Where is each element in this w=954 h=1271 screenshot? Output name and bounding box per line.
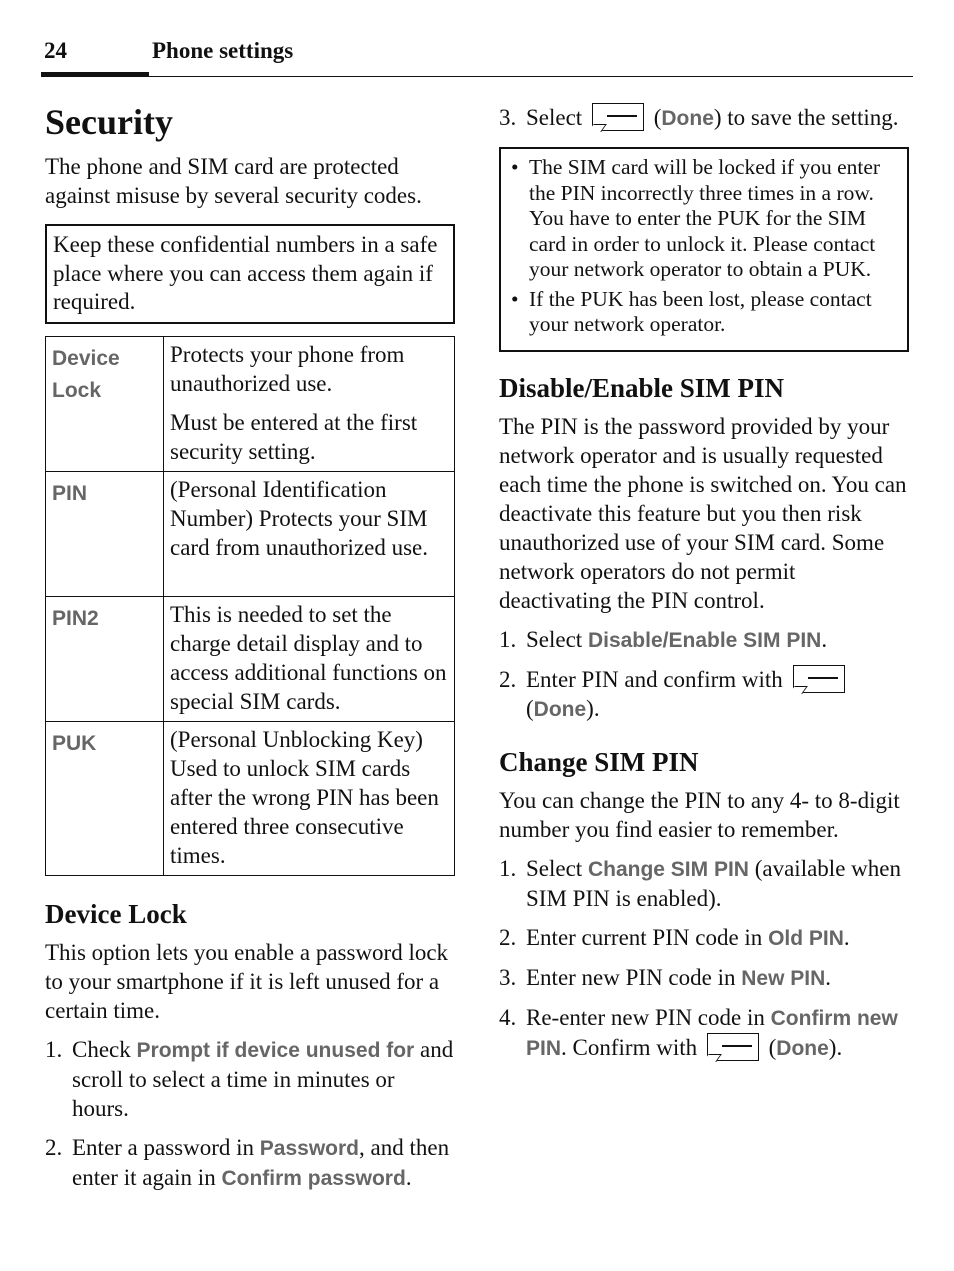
change-sim-pin-text: You can change the PIN to any 4- to 8-digit number you find easier to remember. [499,787,900,842]
intro-text: The phone and SIM card are protected against misuse by several security codes. [45,154,422,208]
code-definition: (Personal Unblocking Key) Used to unlock SIM cards after the wrong PIN has been entered three consecutive times. [170,726,439,868]
page-header [0,0,954,80]
ui-label: Password [259,1136,360,1160]
table-row [46,336,455,471]
code-definition: Must be entered at the first security setting. [170,409,418,464]
ui-label: Prompt if device unused for [136,1038,415,1062]
ui-label: Confirm password [221,1166,406,1190]
code-definition: (Personal Identification Number) Protects your SIM card from unauthorized use. [170,476,429,560]
softkey-icon [793,665,845,693]
header-rule-thin [149,76,913,77]
ui-label: Change SIM PIN [587,857,749,881]
list-item: • If the PUK has been lost, please contact your network operator. [511,287,897,338]
confidential-text: Keep these confidential numbers in a safe place where you can access them again if required. [53,232,438,314]
security-codes-table [45,336,455,876]
softkey-icon [707,1033,759,1061]
code-term: PIN2 [52,606,99,630]
header-rule-thick [41,72,149,77]
list-item: 4. Re-enter new PIN code in Confirm new PIN. Confirm with (Done). [499,1004,898,1060]
list-item: 2. Enter PIN and confirm with (Done). [499,665,909,724]
device-lock-steps [45,1035,455,1193]
list-item: 1. Select Change SIM PIN (available when SIM PIN is enabled). [499,855,901,911]
device-lock-text: This option lets you enable a password lock to your smartphone if it is left unused for a certain time. [45,939,449,1023]
disable-sim-pin-heading: Disable/Enable SIM PIN [499,372,785,403]
device-lock-steps-continued [499,103,909,133]
device-lock-heading: Device Lock [45,898,187,929]
section-title: Phone settings [152,38,294,63]
disable-sim-pin-steps [499,625,909,724]
list-item: 2. Enter current PIN code in Old PIN. [499,924,850,950]
ui-label: Old PIN [768,926,844,950]
sim-lock-note [499,147,909,352]
change-sim-pin-steps [499,854,909,1063]
code-term: Device Lock [52,346,120,402]
ui-label: New PIN [741,966,826,990]
code-definition: This is needed to set the charge detail display and to access additional functions on special SIM cards. [170,601,447,714]
list-item: • The SIM card will be locked if you enter the PIN incorrectly three times in a row. You have to enter the PUK for the SIM card in order to unlock it. Please contact your network operator to obtain a PUK. [511,155,897,283]
ui-label: Disable/Enable SIM PIN [587,628,822,652]
page-number: 24 [44,38,67,63]
right-column [499,96,909,1073]
list-item: 2. Enter a password in Password, and then enter it again in Confirm password. [45,1134,450,1190]
disable-sim-pin-text: The PIN is the password provided by your network operator and is usually requested each time the phone is switched on. You can deactivate this feature but you then risk unauthorized use of your SIM card. Some network operators do not permit deactivating the PIN control. [499,413,907,613]
table-row [46,596,455,721]
code-term: PUK [52,731,97,755]
ui-label: Done [776,1036,829,1060]
softkey-icon [592,103,644,131]
code-definition: Protects your phone from unauthorized use. [170,341,405,396]
list-item: 3. Select (Done) to save the setting. [499,105,899,130]
table-row [46,721,455,875]
ui-label: Done [533,697,587,721]
list-item: 3. Enter new PIN code in New PIN. [499,964,832,990]
left-column [45,96,455,1203]
page-title: Security [45,102,173,142]
code-term: PIN [52,481,88,505]
ui-label: Confirm new PIN [526,1006,898,1060]
list-item: 1. Check Prompt if device unused for and scroll to select a time in minutes or hours. [45,1036,454,1121]
table-row [46,471,455,596]
ui-label: Done [661,107,714,130]
confidential-box [45,224,455,324]
list-item: 1. Select Disable/Enable SIM PIN. [499,626,828,652]
change-sim-pin-heading: Change SIM PIN [499,746,699,777]
